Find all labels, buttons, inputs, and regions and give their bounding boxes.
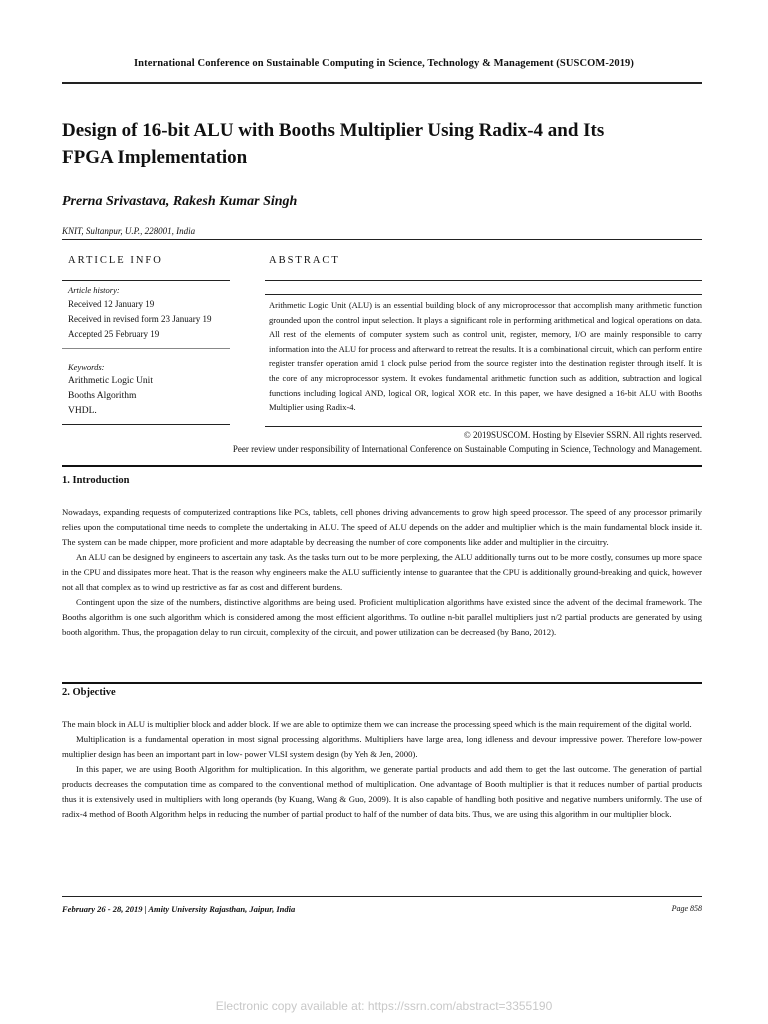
- history-received: Received 12 January 19: [68, 299, 155, 309]
- article-info-top-rule: [62, 280, 230, 281]
- article-info-mid-rule: [62, 348, 230, 349]
- abstract-text: Arithmetic Logic Unit (ALU) is an essential building block of any microprocessor that accomplish many arithmetic function grounded upon the control input selection. It plays a significant role in performing arithmetical and logical operations on data. All rest of the elements of computer system such as control unit, register, memory, I/O are mainly responsible to carry information into the ALU for process and afterward to retreat the results. It is a combinational circuit, which can perform entire register transfer operation amid 1 clock pulse period from the source register into the destination register through itself. It is the core of any microprocessor system. It evokes fundamental arithmetic function such as addition, subtraction and logical functions including logical AND, logical OR, logical XOR etc. In this paper, we have designed a 16-bit ALU with Booths Multiplier using Radix-4.: [269, 300, 702, 413]
- abstract-inner-rule: [265, 294, 702, 295]
- section-title-objective: 2. Objective: [62, 687, 116, 698]
- article-info-heading: ARTICLE INFO: [68, 255, 163, 266]
- affiliation: KNIT, Sultanpur, U.P., 228001, India: [62, 226, 196, 236]
- abstract-bottom-rule: [265, 426, 702, 427]
- peer-review-notice: Peer review under responsibility of International Conference on Sustainable Computing in Science, Technology and Management.: [232, 444, 702, 454]
- abstract-top-rule: [265, 280, 702, 281]
- article-history-label: Article history:: [68, 285, 120, 295]
- keywords-label: Keywords:: [68, 362, 105, 372]
- paragraph: An ALU can be designed by engineers to ascertain any task. As the tasks turn out to be more perplexing, the ALU additionally turns out to be more costly, consumes up more space in the CPU and dissipates more heat. That is the reason why engineers make the ALU sufficiently intense to guarantee that the CPU is additionally ground-breaking and quick, however not all that complex as to wind up restrictive as far as cost and different burdens.: [62, 552, 702, 592]
- page-number: Page 858: [671, 904, 702, 913]
- article-info-bottom-rule: [62, 424, 230, 425]
- section-title-introduction: 1. Introduction: [62, 475, 130, 486]
- conference-header: International Conference on Sustainable Computing in Science, Technology & Management (SUSCOM-2019): [133, 58, 634, 69]
- keyword-item: VHDL.: [68, 406, 97, 416]
- header-divider: [62, 82, 702, 84]
- history-accepted: Accepted 25 February 19: [68, 329, 160, 339]
- paragraph: Contingent upon the size of the numbers, distinctive algorithms are being used. Proficient multiplication algorithms have existed since the advent of the decimal framework. The Booths algorithm is one such algorithm which is considered among the most efficient algorithms. To outline n-bit parallel multipliers just n/2 partial products are generated by using booth algorithm. Thus, the propagation delay to run circuit, complexity of the circuit, and power utilization can be decreased (by Bano, 2012).: [62, 597, 702, 637]
- introduction-body: [62, 505, 702, 640]
- keyword-item: Arithmetic Logic Unit: [68, 376, 153, 386]
- footer-divider: [62, 896, 702, 897]
- paper-title: [62, 117, 722, 171]
- footer-conference-info: February 26 - 28, 2019 | Amity University Rajasthan, Jaipur, India: [62, 904, 296, 914]
- ssrn-watermark[interactable]: Electronic copy available at: https://ssrn.com/abstract=3355190: [215, 999, 553, 1013]
- history-revised: Received in revised form 23 January 19: [68, 314, 212, 324]
- authors: Prerna Srivastava, Rakesh Kumar Singh: [62, 194, 298, 209]
- paragraph: The main block in ALU is multiplier block and adder block. If we are able to optimize them we can increase the processing speed which is the main requirement of the digital world.: [62, 719, 692, 729]
- paragraph: Multiplication is a fundamental operation in most signal processing algorithms. Multipliers have large area, long idleness and devour impressive power. Therefore low-power multiplier design has been an important part in low- power VLSI system design (by Yeh & Jen, 2000).: [62, 734, 702, 759]
- copyright-notice: © 2019SUSCOM. Hosting by Elsevier SSRN. All rights reserved.: [463, 430, 702, 440]
- section-divider: [62, 465, 702, 467]
- abstract-heading: ABSTRACT: [269, 255, 340, 266]
- keyword-item: Booths Algorithm: [68, 391, 137, 401]
- section-divider: [62, 682, 702, 684]
- paragraph: In this paper, we are using Booth Algorithm for multiplication. In this algorithm, we generate partial products and add them to get the last outcome. The generation of partial products decreases the computation time as compared to the conventional method of multiplication. One advantage of Booth multiplier is that it reduces number of partial products thus it is extensively used in multipliers with long operands (by Kuang, Wang & Guo, 2009). It is also capable of handling both positive and negative numbers uniformly. The use of radix-4 method of Booth Algorithm helps in reducing the number of partial product to half of the number of data bits. Thus, we are using this algorithm in our multiplier block.: [62, 764, 702, 819]
- title-line-2: FPGA Implementation: [62, 147, 248, 168]
- objective-body: [62, 717, 702, 822]
- paragraph: Nowadays, expanding requests of computerized contraptions like PCs, tablets, cell phones driving advancements to grow high speed processor. The speed of any processor primarily relies upon the computational time needs to complete the undertaking in ALU. The speed of ALU depends on the adder and multiplier which is the main fundamental block inside it. The system can be made chipper, more proficient and more adaptable by decreasing the number of core components like adder and multiplier in the circuitry.: [62, 507, 702, 547]
- affiliation-divider: [62, 239, 702, 240]
- title-line-1: Design of 16-bit ALU with Booths Multiplier Using Radix-4 and Its: [62, 120, 605, 141]
